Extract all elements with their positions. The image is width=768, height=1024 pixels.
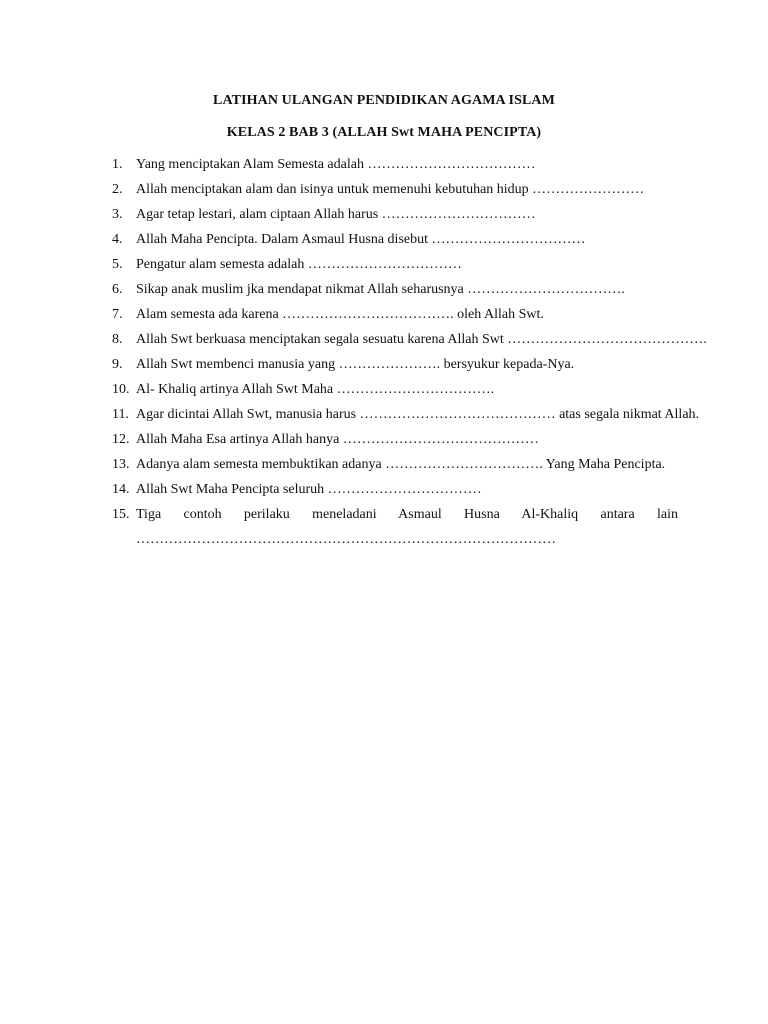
question-text: Allah menciptakan alam dan isinya untuk memenuhi kebutuhan hidup …………………… xyxy=(136,182,645,197)
question-number: 6. xyxy=(112,282,123,297)
question-text: Allah Maha Pencipta. Dalam Asmaul Husna disebut …………………………… xyxy=(136,232,586,247)
question-item xyxy=(112,181,678,206)
question-number: 13. xyxy=(112,457,130,472)
question-text: Pengatur alam semesta adalah …………………………… xyxy=(136,257,462,272)
question-item xyxy=(112,481,678,506)
question-number: 5. xyxy=(112,257,123,272)
question-item xyxy=(112,281,678,306)
question-number: 1. xyxy=(112,157,123,172)
question-number: 8. xyxy=(112,332,123,347)
question-item xyxy=(112,231,678,256)
document-subtitle: KELAS 2 BAB 3 (ALLAH Swt MAHA PENCIPTA) xyxy=(226,125,542,140)
question-number: 11. xyxy=(112,407,129,422)
question-text: Adanya alam semesta membuktikan adanya ……………………………. Yang Maha Pencipta. xyxy=(136,457,666,472)
question-text: Agar tetap lestari, alam ciptaan Allah harus …………………………… xyxy=(136,207,536,222)
question-item xyxy=(112,381,678,406)
question-text: Tiga contoh perilaku meneladani Asmaul Husna Al-Khaliq antara lain xyxy=(136,507,678,522)
question-number: 14. xyxy=(112,482,130,497)
question-item xyxy=(112,206,678,231)
question-text: Allah Swt berkuasa menciptakan segala sesuatu karena Allah Swt ……………………………………. xyxy=(136,332,707,347)
answer-blank-line: ……………………………………………………………………………… xyxy=(136,532,556,547)
question-number: 12. xyxy=(112,432,130,447)
question-text: Allah Swt membenci manusia yang …………………. bersyukur kepada-Nya. xyxy=(136,357,575,372)
question-list xyxy=(112,156,707,547)
question-text: Allah Maha Esa artinya Allah hanya …………………………………… xyxy=(136,432,539,447)
question-number: 4. xyxy=(112,232,123,247)
document-title: LATIHAN ULANGAN PENDIDIKAN AGAMA ISLAM xyxy=(213,93,555,108)
question-text: Yang menciptakan Alam Semesta adalah ……………………………… xyxy=(136,157,536,172)
question-item xyxy=(112,431,678,456)
question-item xyxy=(112,356,678,381)
question-item xyxy=(112,506,678,547)
question-item xyxy=(112,406,700,431)
question-number: 3. xyxy=(112,207,123,222)
question-item xyxy=(112,331,707,356)
question-number: 15. xyxy=(112,507,130,522)
question-text: Alam semesta ada karena ………………………………. oleh Allah Swt. xyxy=(136,307,544,322)
question-item xyxy=(112,256,678,281)
question-number: 9. xyxy=(112,357,123,372)
question-item xyxy=(112,156,678,181)
question-text: Al- Khaliq artinya Allah Swt Maha ……………………………. xyxy=(136,382,495,397)
question-number: 10. xyxy=(112,382,130,397)
question-text: Allah Swt Maha Pencipta seluruh …………………………… xyxy=(136,482,482,497)
question-item xyxy=(112,306,678,331)
question-text: Sikap anak muslim jka mendapat nikmat Allah seharusnya ……………………………. xyxy=(136,282,625,297)
question-text: Agar dicintai Allah Swt, manusia harus …………………………………… atas segala nikmat Allah. xyxy=(136,407,700,422)
question-number: 7. xyxy=(112,307,123,322)
question-item xyxy=(112,456,678,481)
question-number: 2. xyxy=(112,182,123,197)
